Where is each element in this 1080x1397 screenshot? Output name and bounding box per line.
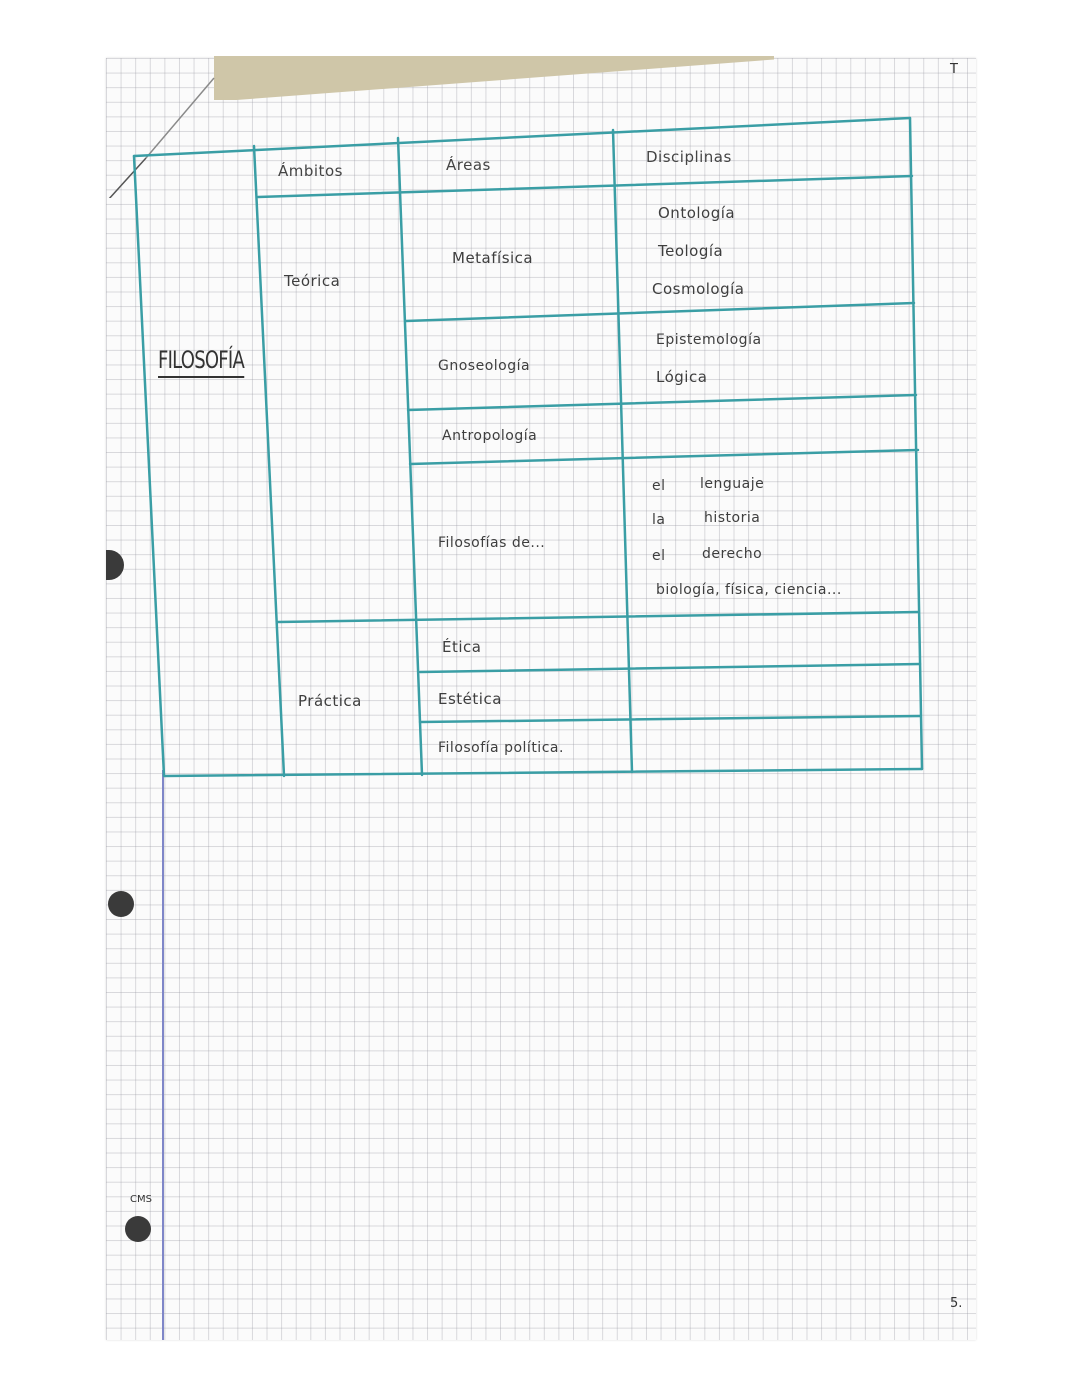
disciplina-historia: historia [704,510,761,526]
header-areas: Áreas [446,156,491,174]
article-el-1: el [652,478,666,494]
area-gnoseologia: Gnoseología [438,358,531,374]
disciplina-otras: biología, física, ciencia... [656,582,842,598]
area-estetica: Estética [438,690,502,708]
area-antropologia: Antropología [442,428,538,444]
disciplina-ontologia: Ontología [658,204,736,222]
disciplina-teologia: Teología [658,242,724,260]
area-etica: Ética [442,638,482,656]
header-ambitos: Ámbitos [278,162,343,180]
margin-note: CMS [130,1194,152,1205]
article-la: la [652,512,666,528]
disciplina-epistemologia: Epistemología [656,332,762,348]
ambito-practica: Práctica [298,692,362,710]
header-disciplinas: Disciplinas [646,148,732,166]
article-el-2: el [652,548,666,564]
table-title: FILOSOFÍA [158,346,244,378]
disciplina-derecho: derecho [702,546,763,562]
page-corner-mark: T [950,62,958,77]
disciplina-logica: Lógica [656,368,708,386]
area-filosofias: Filosofías de... [438,535,546,551]
disciplina-lenguaje: lenguaje [700,476,765,492]
area-metafisica: Metafísica [452,249,534,267]
ambito-teorica: Teórica [284,272,341,290]
disciplina-cosmologia: Cosmología [652,280,745,298]
page-number: 5. [950,1296,963,1311]
area-filosofia-politica: Filosofía política. [438,740,564,756]
